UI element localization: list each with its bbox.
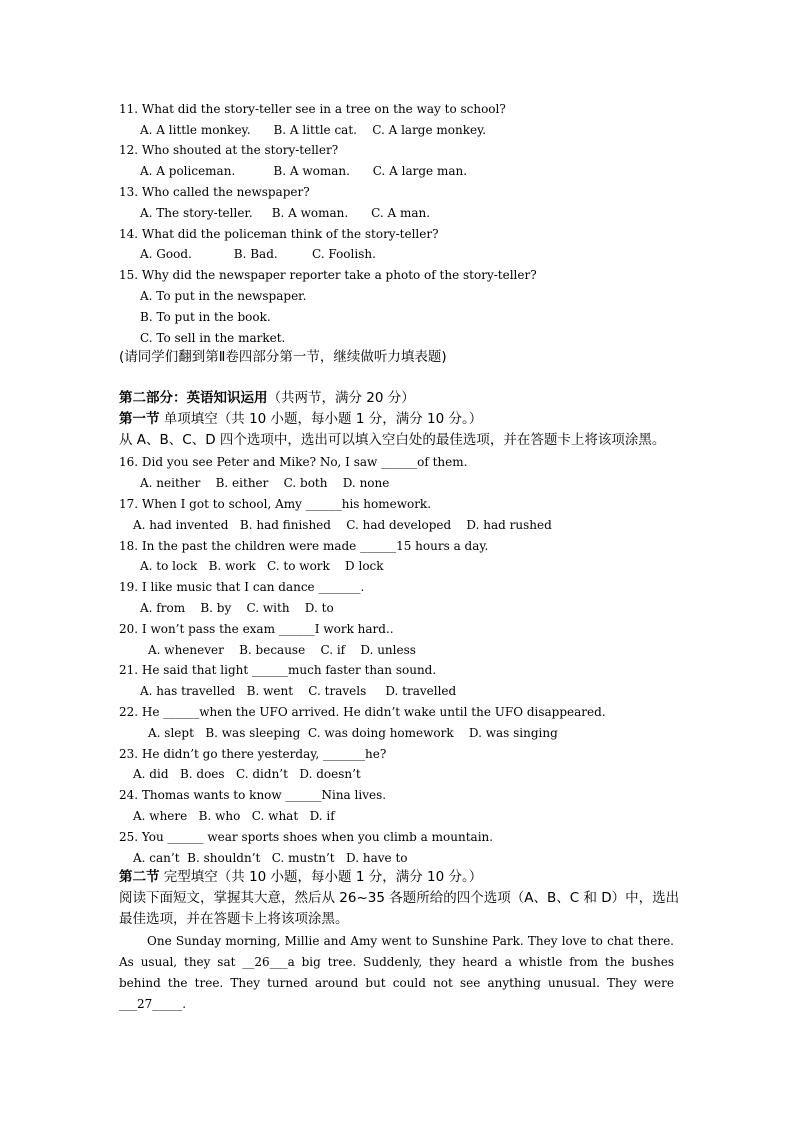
question-13-options: A. The story-teller. B. A woman. C. A man. bbox=[140, 206, 431, 220]
question-20-options: A. whenever B. because C. if D. unless bbox=[148, 643, 416, 657]
section2-instructions-line1: 阅读下面短文，掌握其大意，然后从 26~35 各题所给的四个选项（A、B、C 和 D）中，选出 bbox=[119, 890, 680, 906]
question-21-options: A. has travelled B. went C. travels D. travelled bbox=[140, 684, 457, 698]
question-24: 24. Thomas wants to know ______Nina lives. bbox=[119, 788, 387, 802]
question-18: 18. In the past the children were made ______15 hours a day. bbox=[119, 539, 489, 553]
question-15-option-a: A. To put in the newspaper. bbox=[140, 289, 307, 303]
question-22-options: A. slept B. was sleeping C. was doing homework D. was singing bbox=[148, 726, 558, 740]
question-17-options: A. had invented B. had finished C. had developed D. had rushed bbox=[133, 518, 552, 532]
question-23-options: A. did B. does C. didn’t D. doesn’t bbox=[133, 767, 361, 781]
part2-title-rest: （共两节，满分 20 分） bbox=[267, 390, 415, 406]
question-14-options: A. Good. B. Bad. C. Foolish. bbox=[140, 247, 376, 261]
question-21: 21. He said that light ______much faster than sound. bbox=[119, 663, 437, 677]
question-22: 22. He ______when the UFO arrived. He didn’t wake until the UFO disappeared. bbox=[119, 705, 606, 719]
question-25: 25. You ______ wear sports shoes when you climb a mountain. bbox=[119, 830, 494, 844]
question-18-options: A. to lock B. work C. to work D lock bbox=[140, 559, 384, 573]
question-11-options: A. A little monkey. B. A little cat. C. A large monkey. bbox=[140, 123, 487, 137]
listening-note: (请同学们翻到第Ⅱ卷四部分第一节，继续做听力填表题) bbox=[119, 349, 447, 365]
question-14: 14. What did the policeman think of the story-teller? bbox=[119, 227, 439, 241]
question-12: 12. Who shouted at the story-teller? bbox=[119, 143, 339, 157]
blank-26: __26___ bbox=[242, 955, 288, 969]
section1-heading bbox=[119, 411, 482, 427]
blank-27: ___27_____ bbox=[119, 997, 183, 1011]
question-16-options: A. neither B. either C. both D. none bbox=[140, 476, 390, 490]
section2-instructions-line2: 最佳选项，并在答题卡上将该项涂黑。 bbox=[119, 911, 349, 927]
section2-label: 第二节 bbox=[119, 869, 160, 885]
section1-label: 第一节 bbox=[119, 411, 160, 427]
section2-title: 完型填空（共 10 小题，每小题 1 分，满分 10 分。） bbox=[159, 869, 483, 885]
question-15-option-c: C. To sell in the market. bbox=[140, 331, 286, 345]
question-20: 20. I won’t pass the exam ______I work hard.. bbox=[119, 622, 394, 636]
question-25-options: A. can’t B. shouldn’t C. mustn’t D. have to bbox=[133, 851, 408, 865]
question-11: 11. What did the story-teller see in a tree on the way to school? bbox=[119, 102, 506, 116]
question-24-options: A. where B. who C. what D. if bbox=[133, 809, 335, 823]
passage-text-a: One Sunday morning, Millie and Amy went to Sunshine Park. They love to chat there. As usual, they sat bbox=[119, 934, 674, 969]
question-13: 13. Who called the newspaper? bbox=[119, 185, 310, 199]
question-17: 17. When I got to school, Amy ______his homework. bbox=[119, 497, 432, 511]
section1-instructions: 从 A、B、C、D 四个选项中，选出可以填入空白处的最佳选项，并在答题卡上将该项涂黑。 bbox=[119, 432, 666, 448]
question-12-options: A. A policeman. B. A woman. C. A large man. bbox=[140, 164, 468, 178]
passage-text-c: . bbox=[182, 997, 187, 1011]
question-19: 19. I like music that I can dance _______. bbox=[119, 580, 365, 594]
question-23: 23. He didn’t go there yesterday, _______he? bbox=[119, 747, 387, 761]
question-15-option-b: B. To put in the book. bbox=[140, 310, 271, 324]
part2-heading bbox=[119, 390, 415, 406]
section2-heading bbox=[119, 869, 482, 885]
question-15: 15. Why did the newspaper reporter take a photo of the story-teller? bbox=[119, 268, 537, 282]
question-19-options: A. from B. by C. with D. to bbox=[140, 601, 334, 615]
passage-text-b: a big tree. Suddenly, they heard a whistle from the bushes behind the tree. They turned around but could not see anything unusual. They were bbox=[119, 955, 674, 990]
cloze-passage bbox=[119, 931, 674, 1015]
part2-title: 第二部分：英语知识运用 bbox=[119, 390, 268, 406]
question-16: 16. Did you see Peter and Mike? No, I saw ______of them. bbox=[119, 455, 468, 469]
section1-title: 单项填空（共 10 小题，每小题 1 分，满分 10 分。） bbox=[159, 411, 483, 427]
